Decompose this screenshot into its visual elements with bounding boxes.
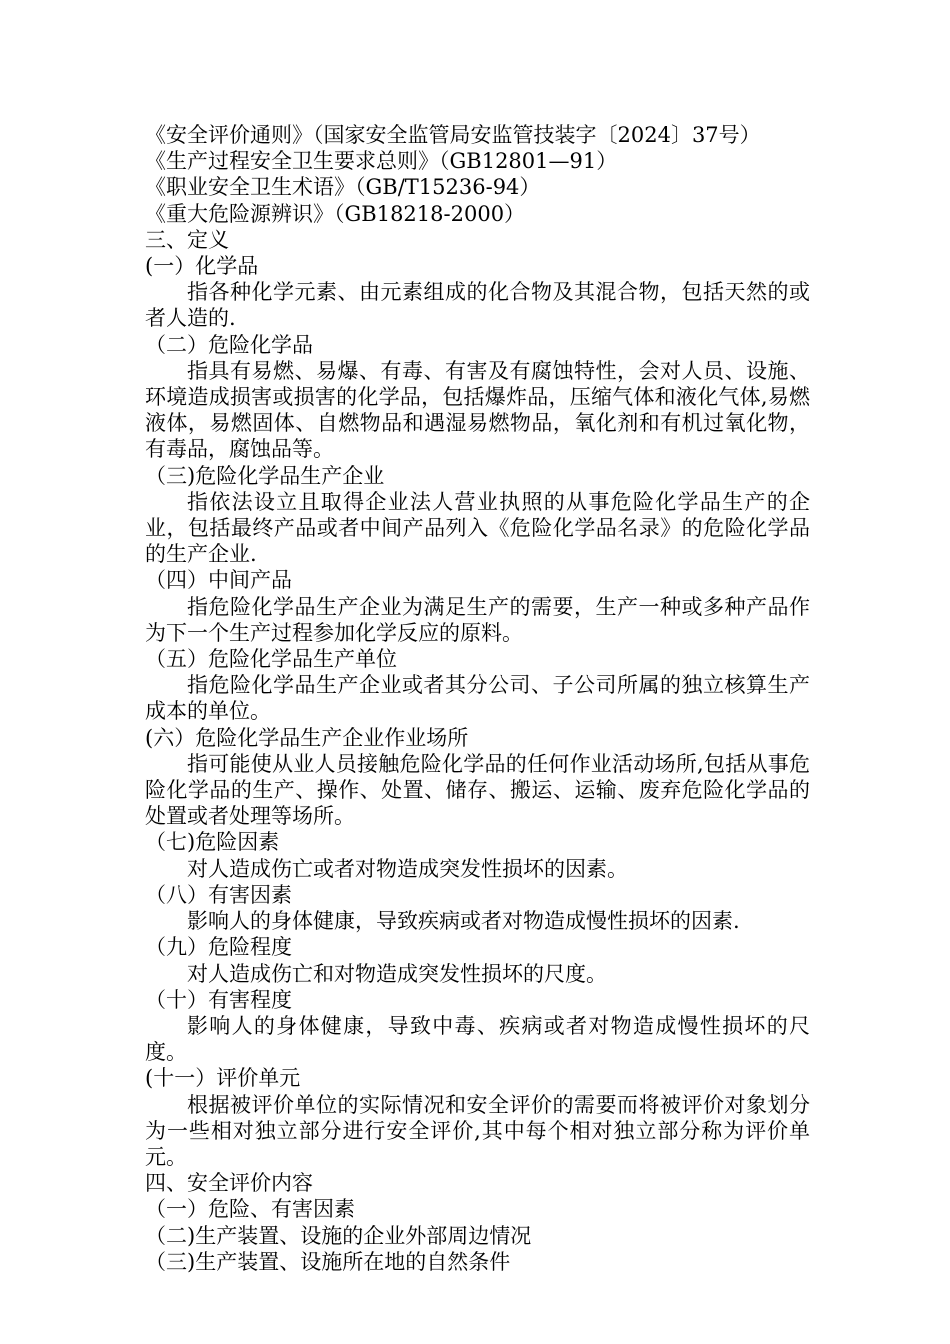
definition-title: （五）危险化学品生产单位 xyxy=(145,647,397,672)
definition-title: (一）化学品 xyxy=(145,254,259,279)
section-heading-evaluation-content: 四、安全评价内容 xyxy=(145,1171,313,1196)
definition-text: 指可能使从业人员接触危险化学品的任何作业活动场所,包括从事危险化学品的生产、操作、处置、储存、搬运、运输、废弃危险化学品的处置或者处理等场所。 xyxy=(145,751,810,829)
definition-title: (六）危险化学品生产企业作业场所 xyxy=(145,725,469,750)
definition-text: 影响人的身体健康，导致中毒、疾病或者对物造成慢性损坏的尺度。 xyxy=(145,1013,810,1065)
definition-title: （二）危险化学品 xyxy=(145,332,313,357)
evaluation-item: （二)生产装置、设施的企业外部周边情况 xyxy=(145,1223,532,1248)
definition-text: 对人造成伤亡或者对物造成突发性损坏的因素。 xyxy=(187,856,628,881)
definition-text: 指具有易燃、易爆、有毒、有害及有腐蚀特性，会对人员、设施、环境造成损害或损害的化学品，包括爆炸品，压缩气体和液化气体,易燃液体，易燃固体、自燃物品和遇湿易燃物品，氧化剂和有机过氧化物，有毒品，腐蚀品等。 xyxy=(145,358,810,462)
definition-text: 指依法设立且取得企业法人营业执照的从事危险化学品生产的企业，包括最终产品或者中间产品列入《危险化学品名录》的危险化学品的生产企业. xyxy=(145,489,810,567)
definition-text: 指危险化学品生产企业为满足生产的需要，生产一种或多种产品作为下一个生产过程参加化学反应的原料。 xyxy=(145,594,810,645)
definition-title: （八）有害因素 xyxy=(145,882,292,907)
section-heading-definitions: 三、定义 xyxy=(145,227,229,252)
definition-title: (十一）评价单元 xyxy=(145,1066,301,1091)
definition-title: （七)危险因素 xyxy=(145,830,280,855)
reference-line: 《安全评价通则》（国家安全监管局安监管技装字〔2024〕37号） xyxy=(145,123,761,147)
definition-text: 根据被评价单位的实际情况和安全评价的需要而将被评价对象划分为一些相对独立部分进行安全评价,其中每个相对独立部分称为评价单元。 xyxy=(145,1092,810,1169)
definition-title: （三)危险化学品生产企业 xyxy=(145,463,385,488)
evaluation-item: （三)生产装置、设施所在地的自然条件 xyxy=(145,1249,511,1274)
definition-title: （十）有害程度 xyxy=(145,987,292,1012)
definition-text: 对人造成伤亡和对物造成突发性损坏的尺度。 xyxy=(187,961,607,986)
definition-text: 影响人的身体健康，导致疾病或者对物造成慢性损坏的因素. xyxy=(187,909,740,934)
definition-title: （九）危险程度 xyxy=(145,935,292,960)
evaluation-item: （一）危险、有害因素 xyxy=(145,1197,355,1222)
reference-line: 《生产过程安全卫生要求总则》（GB12801—91） xyxy=(145,149,618,174)
reference-line: 《职业安全卫生术语》（GB/T15236-94） xyxy=(145,175,541,200)
reference-line: 《重大危险源辨识》（GB18218-2000） xyxy=(145,201,526,226)
document-page xyxy=(145,122,810,1275)
definition-title: （四）中间产品 xyxy=(145,568,292,593)
definition-text: 指各种化学元素、由元素组成的化合物及其混合物，包括天然的或者人造的. xyxy=(145,280,810,331)
definition-text: 指危险化学品生产企业或者其分公司、子公司所属的独立核算生产成本的单位。 xyxy=(145,673,810,724)
